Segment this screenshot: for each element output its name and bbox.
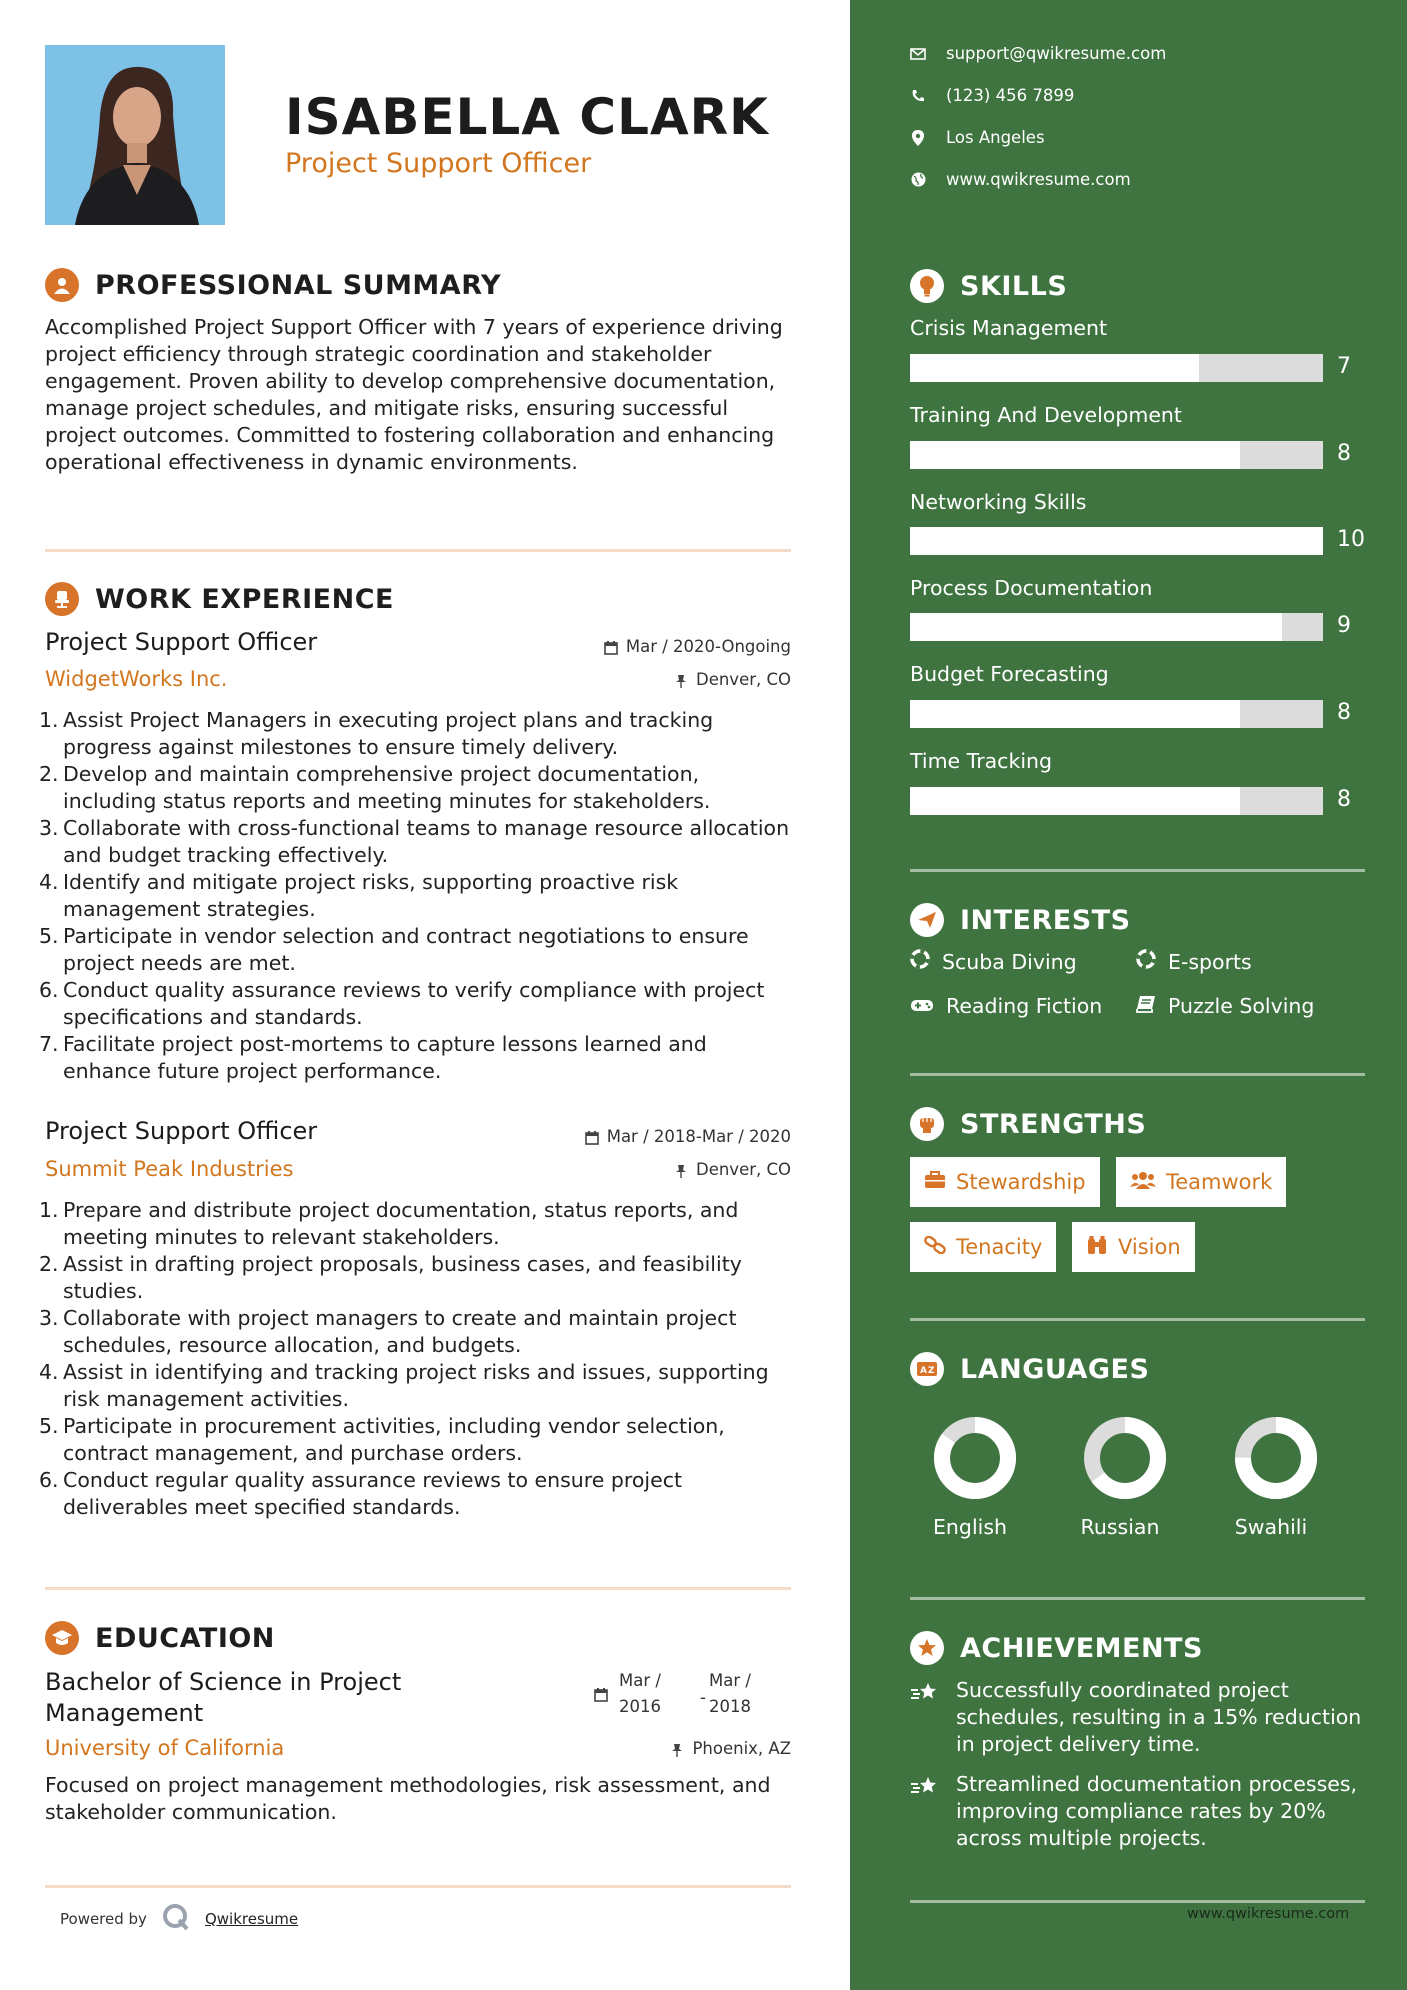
skill-bar — [910, 787, 1323, 815]
divider — [910, 1597, 1365, 1600]
duty-item: 5. Participate in vendor selection and contract negotiations to ensure project needs are met. — [39, 924, 749, 975]
strength-tag — [1072, 1222, 1195, 1272]
duty-item: 2. Assist in drafting project proposals, business cases, and feasibility studies. — [39, 1252, 742, 1303]
achievement-text: Successfully coordinated project schedules, resulting in a 15% reduction in project delivery time. — [956, 1678, 1362, 1756]
strength-tag — [1116, 1157, 1286, 1207]
candidate-role: Project Support Officer — [285, 148, 592, 179]
achievements-title: ACHIEVEMENTS — [960, 1632, 1203, 1664]
candidate-name: ISABELLA CLARK — [285, 88, 769, 146]
duty-list — [39, 707, 795, 1085]
skill-level: 10 — [1337, 527, 1365, 552]
language-donut — [1231, 1413, 1321, 1503]
map-marker-icon — [910, 130, 926, 146]
education-description: Focused on project management methodologies, risk assessment, and stakeholder communication. — [45, 1773, 771, 1824]
language-item — [1065, 1413, 1175, 1539]
pin-icon — [670, 1742, 684, 1756]
job-dates-text: Mar / 2020-Ongoing — [625, 637, 791, 656]
skill-bar-fill — [910, 787, 1240, 815]
svg-text:Z: Z — [928, 1366, 935, 1376]
achievements-heading — [910, 1631, 1203, 1665]
degree-line: Management — [45, 1699, 204, 1727]
language-item — [915, 1413, 1025, 1539]
divider — [910, 1318, 1365, 1321]
divider — [910, 869, 1365, 872]
interest-label: E-sports — [1168, 949, 1252, 974]
shooting-star-icon — [910, 1677, 942, 1758]
duty-item: 1. Prepare and distribute project documentation, status reports, and meeting minutes to relevant stakeholders. — [39, 1198, 739, 1249]
interest-item — [910, 949, 1077, 974]
job-company: WidgetWorks Inc. — [45, 667, 228, 691]
interest-label: Puzzle Solving — [1168, 994, 1315, 1018]
skill-bar-fill — [910, 354, 1199, 382]
strength-label: Vision — [1118, 1235, 1181, 1259]
skill-bar-fill — [910, 441, 1240, 469]
job-dates — [585, 1127, 791, 1146]
summary-title: PROFESSIONAL SUMMARY — [95, 269, 502, 301]
school-name: University of California — [45, 1736, 285, 1760]
edu-location — [670, 1739, 791, 1758]
svg-text:A: A — [920, 1366, 927, 1376]
phone-text: (123) 456 7899 — [946, 86, 1075, 105]
education-heading — [45, 1621, 275, 1655]
lightbulb-icon — [910, 269, 944, 303]
duty-item: 1. Assist Project Managers in executing project plans and tracking progress against milestones to ensure timely delivery. — [39, 708, 714, 759]
skills-title: SKILLS — [960, 270, 1068, 302]
fist-icon — [910, 1107, 944, 1141]
contact-website[interactable] — [910, 170, 1131, 189]
qwikresume-logo-icon — [161, 1902, 191, 1936]
strength-label: Tenacity — [956, 1235, 1043, 1259]
achievement-item — [910, 1771, 1370, 1852]
duty-item: 5. Participate in procurement activities, including vendor selection, contract management, and purchase orders. — [39, 1414, 725, 1465]
graduation-cap-icon — [45, 1621, 79, 1655]
skill-name: Time Tracking — [910, 749, 1053, 773]
interest-label: Reading Fiction — [946, 994, 1103, 1018]
summary-text: Accomplished Project Support Officer with 7 years of experience driving project efficiency through strategic coordination and stakeholder engagement. Proven ability to develop comprehensive documentation, manage project schedules, and mitigate risks, ensuring successful project outcomes. Committed to fostering collaboration and enhancing operational effectiveness in dynamic environments. — [45, 315, 783, 474]
pin-icon — [674, 673, 688, 687]
skill-level: 8 — [1337, 787, 1351, 812]
achievement-text: Streamlined documentation processes, improving compliance rates by 20% across multiple projects. — [956, 1772, 1358, 1850]
envelope-icon — [910, 46, 926, 62]
powered-label: Powered by — [60, 1910, 147, 1928]
job-location — [674, 1160, 791, 1179]
location-text: Los Angeles — [946, 128, 1045, 147]
job-location-text: Denver, CO — [695, 670, 791, 689]
gamepad-icon — [910, 994, 934, 1018]
interest-label: Scuba Diving — [942, 949, 1077, 974]
interest-item — [1136, 994, 1314, 1018]
contact-phone[interactable] — [910, 86, 1074, 105]
duty-item: 2. Develop and maintain comprehensive project documentation, including status reports and meeting minutes for stakeholders. — [39, 762, 711, 813]
edu-end-date: Mar / 2018 — [709, 1671, 751, 1716]
edu-location-text: Phoenix, AZ — [692, 1739, 791, 1758]
language-label: Swahili — [1234, 1515, 1308, 1539]
skill-name: Crisis Management — [910, 316, 1108, 340]
language-donut — [930, 1413, 1020, 1503]
duty-item: 4. Assist in identifying and tracking project risks and issues, supporting risk management activities. — [39, 1360, 769, 1411]
email-text: support@qwikresume.com — [946, 44, 1167, 63]
link-icon — [924, 1235, 946, 1259]
skill-level: 7 — [1337, 354, 1351, 379]
date-separator: - — [700, 1688, 706, 1707]
shooting-star-icon — [910, 1771, 942, 1852]
skill-bar-fill — [910, 527, 1323, 555]
binoculars-icon — [1086, 1235, 1108, 1260]
qwikresume-link[interactable]: Qwikresume — [204, 1910, 299, 1928]
divider — [45, 1587, 791, 1590]
user-icon — [45, 268, 79, 302]
skill-bar — [910, 613, 1323, 641]
achievement-item — [910, 1677, 1370, 1758]
briefcase-icon — [924, 1170, 946, 1194]
profile-photo — [45, 45, 225, 225]
languages-title: LANGUAGES — [960, 1353, 1150, 1385]
summary-heading — [45, 268, 501, 302]
job-dates — [604, 637, 791, 656]
contact-location — [910, 128, 1045, 147]
calendar-icon — [604, 640, 618, 654]
skill-name: Budget Forecasting — [910, 662, 1109, 686]
skill-level: 8 — [1337, 441, 1351, 466]
degree-title — [45, 1667, 401, 1729]
edu-start-date: Mar / 2016 — [619, 1671, 661, 1716]
lifebuoy-icon — [910, 949, 930, 974]
divider — [910, 1073, 1365, 1076]
languages-heading — [910, 1352, 1149, 1386]
users-icon — [1130, 1170, 1156, 1194]
strength-label: Teamwork — [1166, 1170, 1273, 1194]
skill-name: Process Documentation — [910, 576, 1153, 600]
strength-tag — [910, 1222, 1056, 1272]
experience-heading — [45, 582, 394, 616]
powered-by — [60, 1902, 298, 1936]
skill-bar — [910, 527, 1323, 555]
duty-item: 7. Facilitate project post-mortems to capture lessons learned and enhance future project performance. — [39, 1032, 707, 1083]
calendar-icon — [594, 1687, 608, 1706]
skill-name: Training And Development — [910, 403, 1182, 427]
duty-item: 3. Collaborate with project managers to create and maintain project schedules, resource allocation, and budgets. — [39, 1306, 737, 1357]
calendar-icon — [585, 1130, 599, 1144]
education-title: EDUCATION — [95, 1622, 275, 1654]
paper-plane-icon — [910, 903, 944, 937]
duty-item: 3. Collaborate with cross-functional teams to manage resource allocation and budget tracking effectively. — [39, 816, 790, 867]
duty-item: 6. Conduct quality assurance reviews to verify compliance with project specifications and standards. — [39, 978, 765, 1029]
skill-name: Networking Skills — [910, 490, 1087, 514]
interests-title: INTERESTS — [960, 904, 1131, 936]
job-title: Project Support Officer — [45, 1117, 318, 1145]
interest-item — [1136, 949, 1252, 974]
skill-bar-fill — [910, 613, 1282, 641]
interests-heading — [910, 903, 1131, 937]
language-donut — [1080, 1413, 1170, 1503]
lifebuoy-icon — [1136, 949, 1156, 974]
language-label: English — [932, 1515, 1008, 1539]
duty-list — [39, 1197, 795, 1521]
skill-bar — [910, 700, 1323, 728]
skills-heading — [910, 269, 1067, 303]
strength-label: Stewardship — [956, 1170, 1086, 1194]
skill-level: 8 — [1337, 700, 1351, 725]
job-location-text: Denver, CO — [695, 1160, 791, 1179]
footer-website-link[interactable]: www.qwikresume.com — [1187, 1906, 1350, 1922]
job-location — [674, 670, 791, 689]
website-text: www.qwikresume.com — [946, 170, 1131, 189]
language-label: Russian — [1080, 1515, 1160, 1539]
job-dates-text: Mar / 2018-Mar / 2020 — [606, 1127, 791, 1146]
office-chair-icon — [45, 582, 79, 616]
degree-line: Bachelor of Science in Project — [45, 1668, 402, 1696]
pin-icon — [674, 1163, 688, 1177]
job-company: Summit Peak Industries — [45, 1157, 294, 1181]
duty-item: 6. Conduct regular quality assurance reviews to ensure project deliverables meet specified standards. — [39, 1468, 683, 1519]
language-item — [1216, 1413, 1326, 1539]
globe-icon — [910, 172, 926, 188]
book-icon — [1136, 994, 1156, 1018]
divider — [45, 549, 791, 552]
contact-email[interactable] — [910, 44, 1166, 63]
duty-item: 4. Identify and mitigate project risks, supporting proactive risk management strategies. — [39, 870, 679, 921]
strength-tag — [910, 1157, 1100, 1207]
skill-bar-fill — [910, 700, 1240, 728]
translate-icon — [910, 1352, 944, 1386]
skill-level: 9 — [1337, 613, 1351, 638]
job-title: Project Support Officer — [45, 628, 318, 656]
strengths-heading — [910, 1107, 1146, 1141]
experience-title: WORK EXPERIENCE — [95, 583, 394, 615]
strengths-title: STRENGTHS — [960, 1108, 1147, 1140]
skill-bar — [910, 441, 1323, 469]
phone-icon — [910, 88, 926, 104]
divider — [45, 1885, 791, 1888]
divider — [910, 1900, 1365, 1903]
star-badge-icon — [910, 1631, 944, 1665]
skill-bar — [910, 354, 1323, 382]
interest-item — [910, 994, 1102, 1018]
